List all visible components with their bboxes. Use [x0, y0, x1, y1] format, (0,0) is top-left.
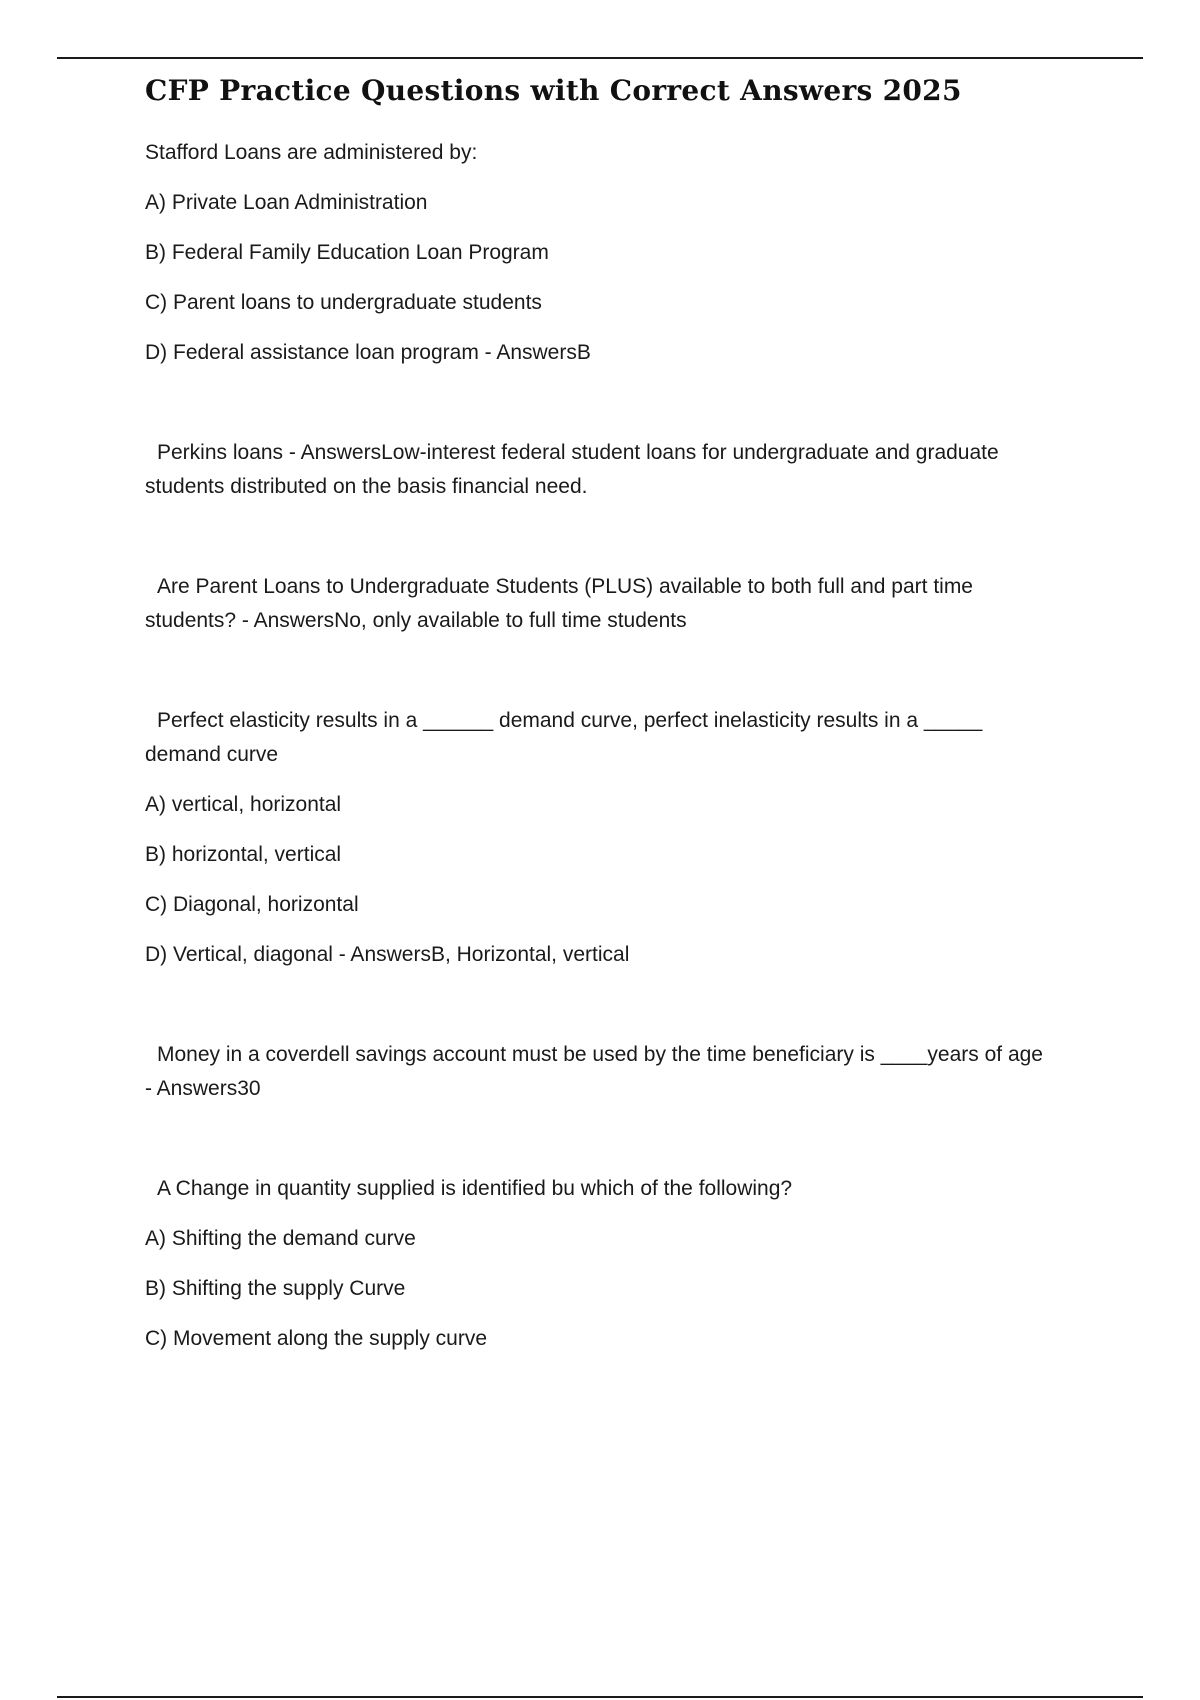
question-text-continued: - Answers30	[145, 1077, 261, 1100]
answer-option: C) Parent loans to undergraduate students	[145, 291, 542, 314]
answer-option: A) Shifting the demand curve	[145, 1227, 416, 1250]
answer-option: C) Movement along the supply curve	[145, 1327, 487, 1350]
question-text: Money in a coverdell savings account must be used by the time beneficiary is ____years of age	[157, 1043, 1043, 1066]
question-text-continued: demand curve	[145, 743, 279, 766]
answer-option: D) Federal assistance loan program - AnswersB	[145, 341, 591, 364]
question-text: Are Parent Loans to Undergraduate Students (PLUS) available to both full and part time	[157, 575, 973, 598]
question-text: Perfect elasticity results in a ______ demand curve, perfect inelasticity results in a _____	[157, 709, 983, 732]
question-text-continued: students? - AnswersNo, only available to full time students	[145, 609, 687, 632]
question-perkins-loans	[145, 436, 1085, 504]
question-text: Perkins loans - AnswersLow-interest federal student loans for undergraduate and graduate	[157, 441, 999, 464]
question-text-continued: students distributed on the basis financial need.	[145, 475, 588, 498]
answer-option: D) Vertical, diagonal - AnswersB, Horizontal, vertical	[145, 943, 630, 966]
answer-option: B) Federal Family Education Loan Program	[145, 241, 549, 264]
question-prompt: Stafford Loans are administered by:	[145, 141, 478, 164]
question-coverdell	[145, 1038, 1085, 1106]
answer-option: B) Shifting the supply Curve	[145, 1277, 406, 1300]
bottom-rule	[57, 1696, 1143, 1698]
document-body	[145, 68, 1085, 1356]
answer-option: A) Private Loan Administration	[145, 191, 428, 214]
question-quantity-supplied	[145, 1172, 1085, 1356]
question-stafford-loans	[145, 136, 1085, 370]
top-rule	[57, 57, 1143, 59]
answer-option: A) vertical, horizontal	[145, 793, 342, 816]
question-elasticity	[145, 704, 1085, 972]
answer-option: C) Diagonal, horizontal	[145, 893, 359, 916]
question-plus-loans	[145, 570, 1085, 638]
answer-option: B) horizontal, vertical	[145, 843, 342, 866]
document-title: CFP Practice Questions with Correct Answers 2025	[145, 74, 962, 107]
question-text: A Change in quantity supplied is identified bu which of the following?	[157, 1177, 793, 1200]
